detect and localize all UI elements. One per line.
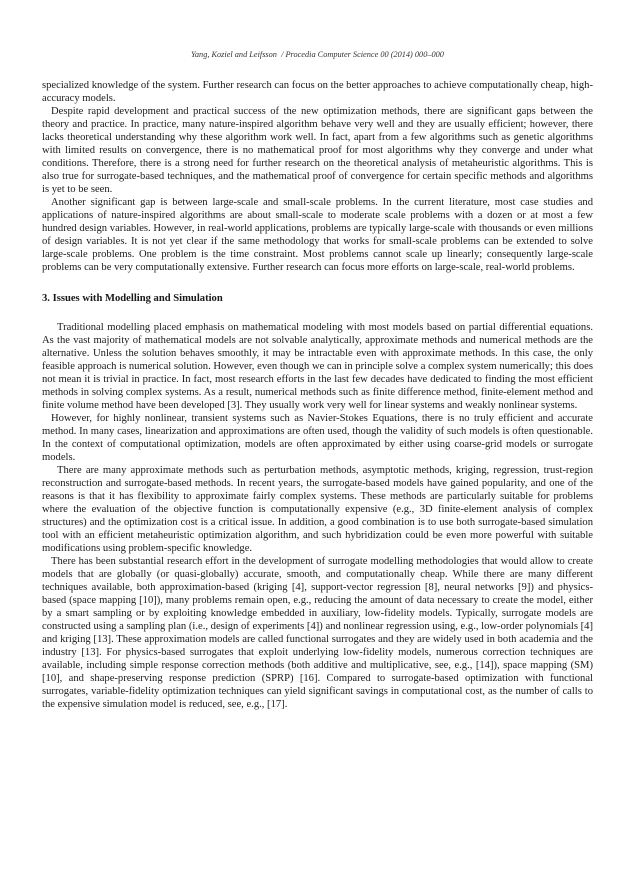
- paragraph-scale-gap: Another significant gap is between large-scale and small-scale problems. In the current literature, most case studies and applications of nature-inspired algorithms are about small-scale to moderate scale problems with a dozen or at most a few hundred design variables. However, in real-world applications, problems are typically large-scale with thousands or even millions of design variables. It is not yet clear if the same methodology that works for small-scale problems can be extended to solve large-scale problems. One problem is the time constraint. Most problems cannot scale up linearly; consequently large-scale problems can be very computationally extensive. Further research can focus more efforts on large-scale, real-world problems.: [42, 197, 593, 273]
- paragraph-nonlinear-systems: However, for highly nonlinear, transient systems such as Navier-Stokes Equations, there is no truly efficient and accurate method. In many cases, linearization and approximations are often used, though the validity of such models is often questionable. In the context of computational optimization, models are often approximated by either using coarse-grid models or surrogate models.: [42, 413, 593, 463]
- section-heading: 3. Issues with Modelling and Simulation: [42, 293, 223, 304]
- header-authors: Yang, Koziel and Leifsson: [191, 50, 277, 59]
- running-header: Yang, Koziel and Leifsson / Procedia Computer Science 00 (2014) 000–000: [191, 50, 444, 59]
- paragraph-theory-gap: Despite rapid development and practical success of the new optimization methods, there are significant gaps between the theory and practice. In practice, many nature-inspired algorithm behave very well and they are usually efficient; however, there lacks theoretical understanding why these algorithm work well. In fact, apart from a few algorithms such as genetic algorithms with limited results on convergence, there is no mathematical proof for most algorithms why they converge and under what conditions. Therefore, there is a strong need for further research on the theoretical analysis of metaheuristic algorithms. This is also true for surrogate-based techniques, and the mathematical proof of convergence for certain specific methods and algorithms is yet to be seen.: [42, 106, 593, 195]
- header-journal: Procedia Computer Science 00 (2014) 000–000: [285, 50, 444, 59]
- paragraph-surrogate-research: There has been substantial research effort in the development of surrogate modelling methodologies that would allow to create models that are globally (or quasi-globally) accurate, smooth, and computationally cheap. While there are many different techniques available, both approximation-based (kriging [4], support-vector regression [8], neural networks [9]) and physics-based (space mapping [10]), many problems remain open, e.g., reducing the amount of data necessary to create the model, either by a smart sampling or by exploiting knowledge embedded in auxiliary, low-fidelity models. Typically, surrogate models are constructed using a sampling plan (i.e., design of experiments [4]) and nonlinear regression using, e.g., low-order polynomials [4] and kriging [13]. These approximation models are called functional surrogates and they are widely used in both academia and the industry [13]. For physics-based surrogates that exploit underlying low-fidelity models, numerous correction techniques are available, including simple response correction methods (both additive and multiplicative, see, e.g., [14]), space mapping (SM) [10], and shape-preserving response prediction (SPRP) [16]. Compared to surrogate-based optimization with functional surrogates, variable-fidelity optimization techniques can yield significant savings in computational cost, as the number of calls to the expensive simulation model is reduced, see, e.g., [17].: [42, 556, 593, 710]
- paragraph-approximate-methods: There are many approximate methods such as perturbation methods, asymptotic methods, kriging, regression, trust-region reconstruction and surrogate-based methods. In recent years, the surrogate-based models have gained popularity, and one of the reasons is that it has flexibility to approximate fairly complex systems. These methods are particularly suitable for problems where the evaluation of the objective function is computationally expensive (e.g., 3D finite-element analysis of complex structures) and the optimization cost is a critical issue. In addition, a good combination is to use both surrogate-based simulation tool with an efficient metaheuristic optimization algorithm, and such hybridization could be even more powerful with suitable modifications using problem-specific knowledge.: [42, 465, 593, 554]
- article-body: [42, 79, 593, 711]
- paragraph-continued: specialized knowledge of the system. Further research can focus on the better approaches to achieve computationally cheap, high-accuracy models.: [42, 80, 593, 104]
- paragraph-traditional-modelling: Traditional modelling placed emphasis on mathematical modeling with most models based on partial differential equations. As the vast majority of mathematical models are not solvable analytically, approximate methods and numerical methods are the alternative. Unless the solution behaves smoothly, it may be intractable even with approximate methods. In this case, the only feasible approach is numerical solution. However, even though we can in principle solve a complex system numerically; this does not mean it is trivial in practice. In fact, most research efforts in the last few decades have dedicated to finding the most efficient methods in solving complex systems. As a result, numerical methods such as finite difference method, finite-element method and finite volume method have been developed [3]. They usually work very well for linear systems and weakly nonlinear systems.: [42, 322, 593, 411]
